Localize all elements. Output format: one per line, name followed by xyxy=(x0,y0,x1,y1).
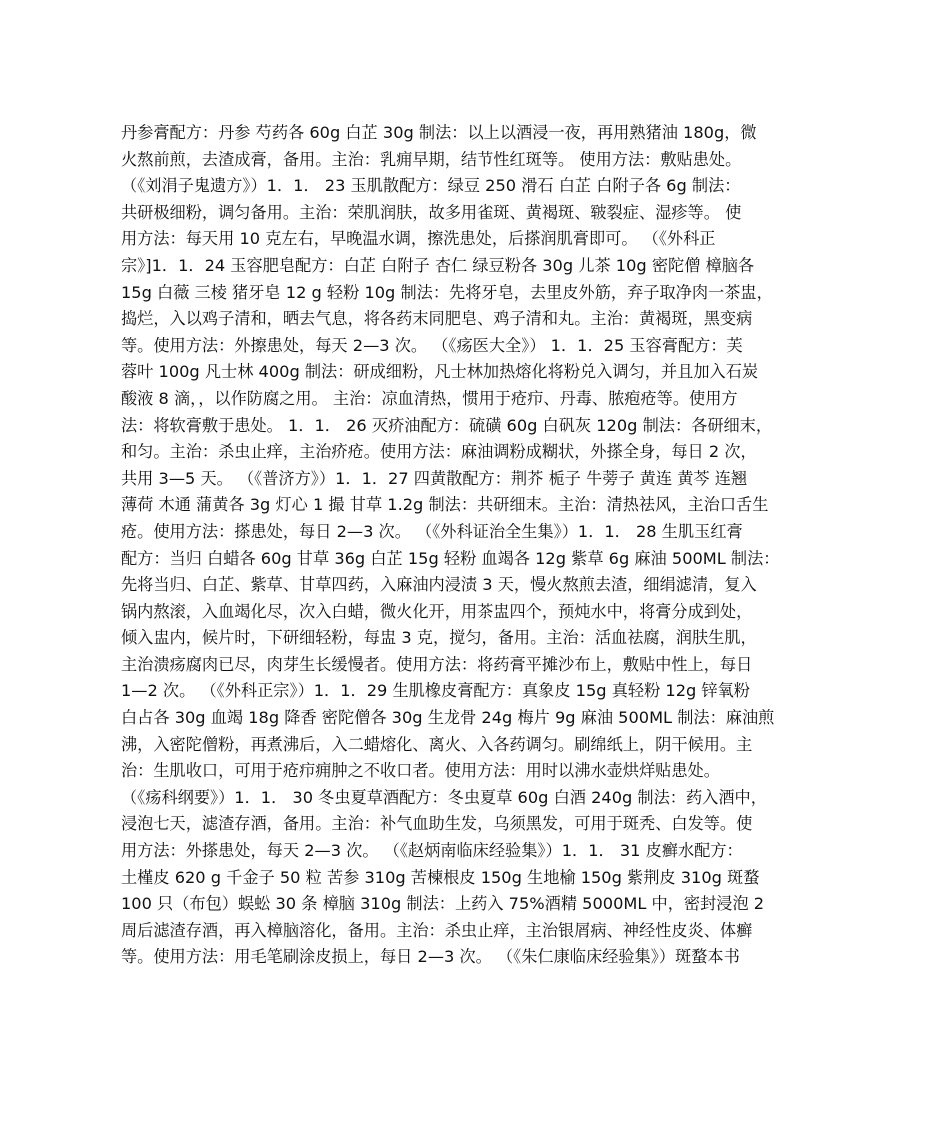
text-line: 捣烂，入以鸡子清和，晒去气息，将各药末同肥皂、鸡子清和丸。主治：黄褐斑，黑变病 xyxy=(121,309,753,329)
text-line: 法：将软膏敷于患处。 1．1． 26 灭疥油配方：硫磺 60g 白矾灰 120g 制法：各研细末， xyxy=(121,415,773,435)
text-line: 白占各 30g 血竭 18g 降香 密陀僧各 30g 生龙骨 24g 梅片 9g 麻油 500ML 制法：麻油煎 xyxy=(121,708,775,728)
text-line: 15g 白薇 三棱 猪牙皂 12 g 轻粉 10g 制法：先将牙皂，去里皮外筋，弃子取净肉一茶盅， xyxy=(121,282,773,302)
text-line: 土槿皮 620 g 千金子 50 粒 苦参 310g 苦楝根皮 150g 生地榆 150g 紫荆皮 310g 斑蝥 xyxy=(121,867,760,887)
text-line: 锅内熬滚，入血竭化尽，次入白蜡，微火化开，用茶盅四个，预炖水中，将膏分成到处， xyxy=(121,601,753,621)
text-line: 丹参膏配方：丹参 芍药各 60g 白芷 30g 制法：以上以酒浸一夜，再用熟猪油 180g，微 xyxy=(121,123,757,142)
text-line: 周后滤渣存酒，再入樟脑溶化，备用。主治：杀虫止痒，主治银屑病、神经性皮炎、体癣 xyxy=(121,920,753,940)
text-line: 疮。使用方法：搽患处，每日 2—3 次。 （《外科证治全生集》）1．1． 28 生肌玉红膏 xyxy=(121,521,743,541)
text-line: 等。使用方法：外擦患处，每天 2—3 次。 （《疡医大全》） 1．1．25 玉容膏配方：芙 xyxy=(121,335,743,355)
body-text xyxy=(121,120,841,971)
text-line: 火熬前煎，去渣成膏，备用。主治：乳痈早期，结节性红斑等。 使用方法：敷贴患处。 xyxy=(121,149,742,169)
text-line: 主治溃疡腐肉已尽，肉芽生长缓慢者。使用方法：将药膏平摊沙布上，敷贴中性上，每日 xyxy=(121,654,753,674)
text-line: 配方：当归 白蜡各 60g 甘草 36g 白芷 15g 轻粉 血竭各 12g 紫草 6g 麻油 500ML 制法： xyxy=(121,548,780,568)
text-line: 100 只（布包）蜈蚣 30 条 樟脑 310g 制法：上药入 75%酒精 5000ML 中，密封浸泡 2 xyxy=(121,894,765,914)
text-line: 用方法：每天用 10 克左右，早晚温水调，擦洗患处，后搽润肌膏即可。 （《外科正 xyxy=(121,229,716,249)
text-line: （《疡科纲要》）1．1． 30 冬虫夏草酒配方：冬虫夏草 60g 白酒 240g 制法：药入酒中， xyxy=(121,787,767,807)
text-line: 先将当归、白芷、紫草、甘草四药，入麻油内浸渍 3 天，慢火熬煎去渣，细绢滤清，复入 xyxy=(121,575,757,595)
text-line: 和匀。主治：杀虫止痒，主治疥疮。使用方法：麻油调粉成糊状，外搽全身，每日 2 次， xyxy=(121,442,757,462)
text-line: 酸液 8 滴，，以作防腐之用。 主治：凉血清热，惯用于疮疖、丹毒、脓疱疮等。使用方 xyxy=(121,388,738,408)
text-line: 治：生肌收口，可用于疮疖痈肿之不收口者。使用方法：用时以沸水壶烘烊贴患处。 xyxy=(121,761,720,781)
text-line: 薄荷 木通 蒲黄各 3g 灯心 1 撮 甘草 1.2g 制法：共研细末。主治：清热祛风，主治口舌生 xyxy=(121,495,769,515)
text-line: 浸泡七天，滤渣存酒，备用。主治：补气血助生发，乌须黑发，可用于斑秃、白发等。使 xyxy=(121,814,753,834)
text-line: （《刘涓子鬼遗方》）1．1． 23 玉肌散配方：绿豆 250 滑石 白芷 白附子各 6g 制法： xyxy=(121,176,741,196)
text-line: 等。使用方法：用毛笔刷涂皮损上，每日 2—3 次。 （《朱仁康临床经验集》）斑蝥本书 xyxy=(121,947,740,967)
text-line: 共用 3—5 天。 （《普济方》）1．1．27 四黄散配方：荆芥 栀子 牛蒡子 黄连 黄芩 连翘 xyxy=(121,468,748,488)
text-line: 宗》]1．1．24 玉容肥皂配方：白芷 白附子 杏仁 绿豆粉各 30g 儿茶 10g 密陀僧 樟脑各 xyxy=(121,255,755,275)
text-line: 1—2 次。 （《外科正宗》）1．1．29 生肌橡皮膏配方：真象皮 15g 真轻粉 12g 锌氧粉 xyxy=(121,681,750,701)
text-line: 共研极细粉，调匀备用。主治：荣肌润肤，故多用雀斑、黄褐斑、皲裂症、湿疹等。 使 xyxy=(121,202,742,222)
text-line: 倾入盅内，候片时，下研细轻粉，每盅 3 克，搅匀，备用。主治：活血祛腐，润肤生肌， xyxy=(121,628,757,648)
text-line: 蓉叶 100g 凡士林 400g 制法：研成细粉，凡士林加热熔化将粉兑入调匀，并且加入石炭 xyxy=(121,362,759,382)
text-line: 用方法：外搽患处，每天 2—3 次。 （《赵炳南临床经验集》）1．1． 31 皮癣水配方： xyxy=(121,841,743,861)
text-line: 沸，入密陀僧粉，再煮沸后，入二蜡熔化、离火、入各药调匀。刷绵纸上，阴干候用。主 xyxy=(121,734,753,754)
